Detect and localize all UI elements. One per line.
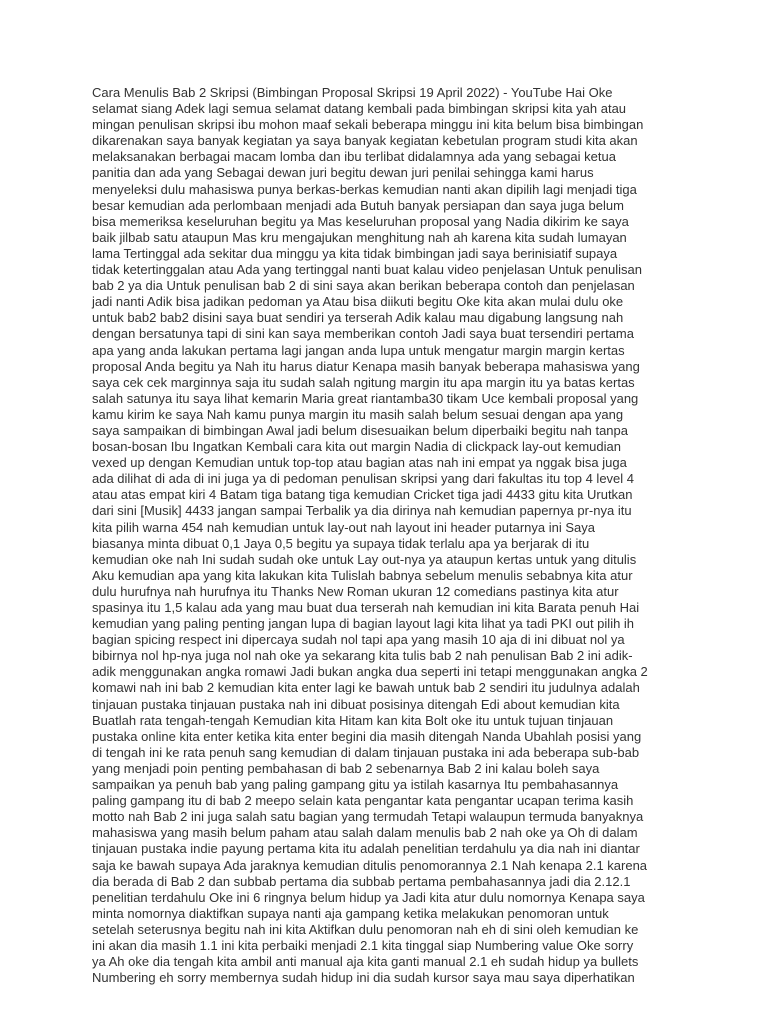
text-line: setelah seterusnya begitu nah ini kita Aktifkan dulu penomoran nah eh di sini oleh kemudian ke (92, 921, 639, 937)
text-line: ini akan dia masih 1.1 ini kita perbaiki menjadi 2.1 kita tinggal siap Numbering value Oke sorry (92, 937, 634, 953)
text-line: spasinya itu 1,5 kalau ada yang mau buat dua terserah nah kemudian ini kita Barata penuh Hai (92, 600, 640, 615)
text-line: paling gampang itu di bab 2 meepo selain kata pengantar kata pengantar ucapan terima kasih (92, 793, 634, 809)
text-line: vexed up dengan Kemudian untuk top-top atau bagian atas nah ini empat ya nggak bisa juga (92, 455, 627, 471)
text-line: menyeleksi dulu mahasiswa punya berkas-berkas kemudian nanti akan dipilih lagi menjadi tiga (92, 181, 637, 197)
text-line: Aku kemudian apa yang kita lakukan kita Tulislah babnya sebelum menulis sebabnya kita atur (92, 567, 633, 583)
transcript-text (92, 85, 670, 986)
text-line: dulu hurufnya nah hurufnya itu Thanks New Roman ukuran 12 comedians pastinya kita atur (92, 583, 619, 599)
text-line: atau atas empat kiri 4 Batam tiga batang tiga kemudian Cricket tiga jadi 4433 gitu kita Urutkan (92, 487, 633, 503)
text-line: saya cek cek marginnya saja itu sudah salah ngitung margin itu apa margin itu ya batas kertas (92, 374, 635, 390)
text-line: penelitian terdahulu Oke ini 6 ringnya belum hidup ya Jadi kita atur dulu nomornya Kenapa saya (92, 889, 645, 905)
text-line: dikarenakan saya banyak kegiatan ya saya banyak kegiatan kebetulan program studi kita akan (92, 133, 638, 149)
text-line: baik jilbab satu ataupun Mas kru mengajukan menghitung nah ah karena kita sudah lumayan (92, 229, 627, 245)
text-line: adik menggunakan angka romawi Jadi bukan angka dua seperti ini tetapi menggunakan angka 2 (92, 664, 648, 680)
text-line: selamat siang Adek lagi semua selamat datang kembali pada bimbingan skripsi kita yah atau (92, 101, 627, 117)
text-line: bagian spicing respect ini dipercaya sudah nol tapi apa yang masih 10 aja di ini dibuat nol ya (92, 632, 625, 648)
text-line: panitia dan ada yang Sebagai dewan juri begitu dewan juri penilai sehingga kami harus (92, 165, 594, 181)
text-line: Buatlah rata tengah-tengah Kemudian kita Hitam kan kita Bolt oke itu untuk tujuan tinjauan (92, 712, 614, 728)
text-line: yang menjadi poin penting pembahasan di bab 2 sebenarnya Bab 2 ini kalau boleh saya (92, 760, 600, 776)
text-line: dari sini [Musik] 4433 jangan sampai Terbalik ya dia dirinya nah kemudian papernya pr-nya itu (92, 503, 632, 519)
text-line: kemudian yang paling penting jangan lupa di bagian layout lagi kita lihat ya tadi PKI out pilih ih (92, 616, 635, 632)
text-line: kamu kirim ke saya Nah kamu punya margin itu masih salah belum sesuai dengan apa yang (92, 406, 624, 422)
text-line: minta nomornya diaktifkan supaya nanti aja gampang ketika melakukan penomoran untuk (92, 905, 609, 921)
text-line: untuk bab2 bab2 disini saya buat sendiri ya terserah Adik kalau mau digabung langsung nah (92, 310, 624, 326)
text-line: bab 2 ya dia Untuk penulisan bab 2 di sini saya akan berikan beberapa contoh dan penjelasan (92, 278, 635, 294)
text-line: ada dilihat di ada di ini juga ya di pedoman penulisan skripsi yang dari fakultas itu top 4 level 4 (92, 471, 635, 487)
text-line: komawi nah ini bab 2 kemudian kita enter lagi ke bawah untuk bab 2 sendiri itu judulnya adalah (92, 680, 640, 696)
text-line: bibirnya nol hp-nya juga nol nah oke ya sekarang kita tulis bab 2 nah penulisan Bab 2 ini adik- (92, 648, 633, 664)
text-line: pustaka online kita enter ketika kita enter begini dia masih ditengah Nanda Ubahlah posisi yang (92, 728, 642, 744)
text-line: tinjauan pustaka indie payung pertama kita itu adalah penelitian terdahulu ya dia nah ini diantar (92, 841, 640, 857)
text-line: biasanya minta dibuat 0,1 Jaya 0,5 begitu ya supaya tidak terlalu apa ya berjarak di itu (92, 535, 590, 551)
text-line: saya sampaikan di bimbingan Awal jadi belum disesuaikan belum diperbaiki begitu nah tanpa (92, 422, 628, 438)
text-line: lama Tertinggal ada sekitar dua minggu ya kita tidak bimbingan jadi saya berinisiatif supaya (92, 245, 618, 261)
text-line: melaksanakan berbagai macam lomba dan ibu terlibat didalamnya ada yang sebagai ketua (92, 149, 616, 165)
text-line: kita pilih warna 454 nah kemudian untuk lay-out nah layout ini header putarnya ini Saya (92, 519, 595, 535)
text-line: ya Ah oke dia tengah kita ambil anti manual aja kita ganti manual 2.1 eh sudah hidup ya bullets (92, 954, 639, 970)
text-line: besar kemudian ada perlombaan menjadi ada Butuh banyak persiapan dan saya juga belum (92, 197, 624, 213)
text-line: tidak ketertinggalan atau Ada yang tertinggal nanti buat kalau video penjelasan Untuk penulisan (92, 262, 643, 278)
text-line: bisa memeriksa keseluruhan begitu ya Mas keseluruhan proposal yang Nadia dikirim ke saya (92, 213, 629, 229)
text-line: sampaikan ya penuh bab yang paling gampang gitu ya istilah kasarnya Itu pembahasannya (92, 777, 619, 793)
text-line: dia berada di Bab 2 dan subbab pertama dia subbab pertama pembahasannya jadi dia 2.12.1 (92, 873, 631, 889)
text-line: Numbering eh sorry membernya sudah hidup ini dia sudah kursor saya mau saya diperhatikan (92, 970, 635, 986)
text-line: dengan bersatunya tapi di sini kan saya memberikan contoh Jadi saya buat tersendiri pertama (92, 326, 634, 342)
text-line: tinjauan pustaka tinjauan pustaka nah ini dibuat posisinya ditengah Edi about kemudian kita (92, 696, 620, 712)
text-line: proposal Anda begitu ya Nah itu harus diatur Kenapa masih banyak beberapa mahasiswa yang (92, 358, 640, 374)
text-line: saja ke bawah supaya Ada jaraknya kemudian ditulis penomorannya 2.1 Nah kenapa 2.1 karena (92, 857, 648, 873)
text-line: mahasiswa yang masih belum paham atau salah dalam menulis bab 2 nah oke ya Oh di dalam (92, 825, 638, 841)
text-line: motto nah Bab 2 ini juga salah satu bagian yang termudah Tetapi walaupun termuda banyaknya (92, 809, 644, 825)
text-line: bosan-bosan Ibu Ingatkan Kembali cara kita out margin Nadia di clickpack lay-out kemudian (92, 439, 621, 455)
text-line: mingan penulisan skripsi ibu mohon maaf sekali beberapa minggu ini kita belum bisa bimbingan (92, 117, 644, 133)
text-line: jadi nanti Adik bisa jadikan pedoman ya Atau bisa diikuti begitu Oke kita akan mulai dulu oke (92, 294, 624, 310)
text-line: salah satunya itu saya lihat kemarin Maria great riantamba30 tikam Uce kembali proposal yang (92, 390, 639, 406)
text-line: di tengah ini ke rata penuh sang kemudian di dalam tinjauan pustaka ini ada beberapa sub-bab (92, 744, 640, 760)
text-line: apa yang anda lakukan pertama lagi jangan anda lupa untuk mengatur margin margin kertas (92, 342, 625, 358)
text-line: Cara Menulis Bab 2 Skripsi (Bimbingan Proposal Skripsi 19 April 2022) - YouTube Hai Oke (92, 85, 613, 100)
text-line: kemudian oke nah Ini sudah sudah oke untuk Lay out-nya ya ataupun kertas untuk yang ditulis (92, 551, 637, 567)
